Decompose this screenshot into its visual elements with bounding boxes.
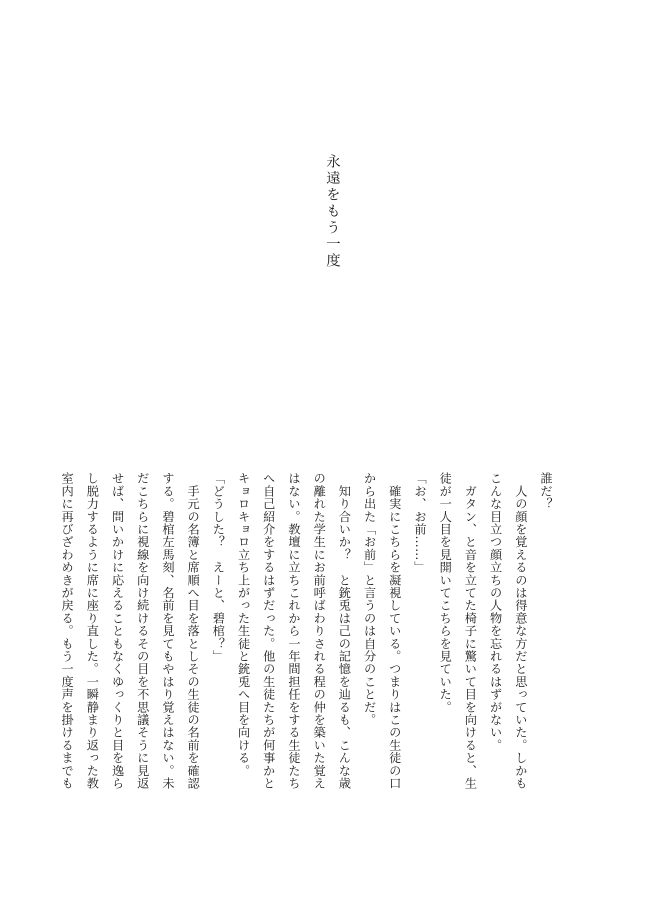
- text-line: の離れた学生にお前呼ばわりされる程の仲を築いた覚え: [312, 472, 327, 790]
- text-line: から出た「お前」と言うのは自分のことだ。: [362, 472, 377, 726]
- text-line: 徒が一人目を見開いてこちらを見ていた。: [438, 472, 453, 714]
- text-line: 知り合いか？ と銃兎は己の記憶を辿るも、こんな歳: [337, 472, 352, 790]
- body-text: [60, 472, 558, 790]
- text-line: 誰だ？: [539, 472, 553, 511]
- text-line: キョロキョロ立ち上がった生徒と銃兎へ目を向ける。: [236, 472, 251, 777]
- text-line: 室内に再びざわめきが戻る。もう一度声を掛けるまでも: [60, 472, 75, 790]
- text-line: ガタン、と音を立てた椅子に驚いて目を向けると、生: [463, 472, 478, 790]
- text-line: する。碧棺左馬刻、名前を見てもやはり覚えはない。未: [160, 472, 175, 790]
- text-line: こんな目立つ顔立ちの人物を忘れるはずがない。: [488, 472, 503, 752]
- text-line: 「どうした？ えーと、碧棺？」: [211, 472, 226, 663]
- text-line: はない。教壇に立ちこれから一年間担任をする生徒たち: [286, 472, 301, 790]
- text-line: し脱力するように席に座り直した。一瞬静まり返った教: [85, 472, 100, 790]
- text-line: だこちらに視線を向け続けるその目を不思議そうに見返: [135, 472, 150, 790]
- chapter-title: 永遠をもう一度: [324, 154, 340, 270]
- text-line: せば、問いかけに応えることもなくゆっくりと目を逸ら: [110, 472, 125, 790]
- text-line: へ自己紹介をするはずだった。他の生徒たちが何事かと: [261, 472, 276, 790]
- text-line: 確実にこちらを凝視している。つまりはこの生徒の口: [387, 472, 402, 790]
- text-line: 手元の名簿と席順へ目を落としその生徒の名前を確認: [186, 472, 201, 790]
- text-line: 人の顔を覚えるのは得意な方だと思っていた。しかも: [513, 472, 528, 790]
- text-line: 「お、お前……」: [412, 472, 427, 574]
